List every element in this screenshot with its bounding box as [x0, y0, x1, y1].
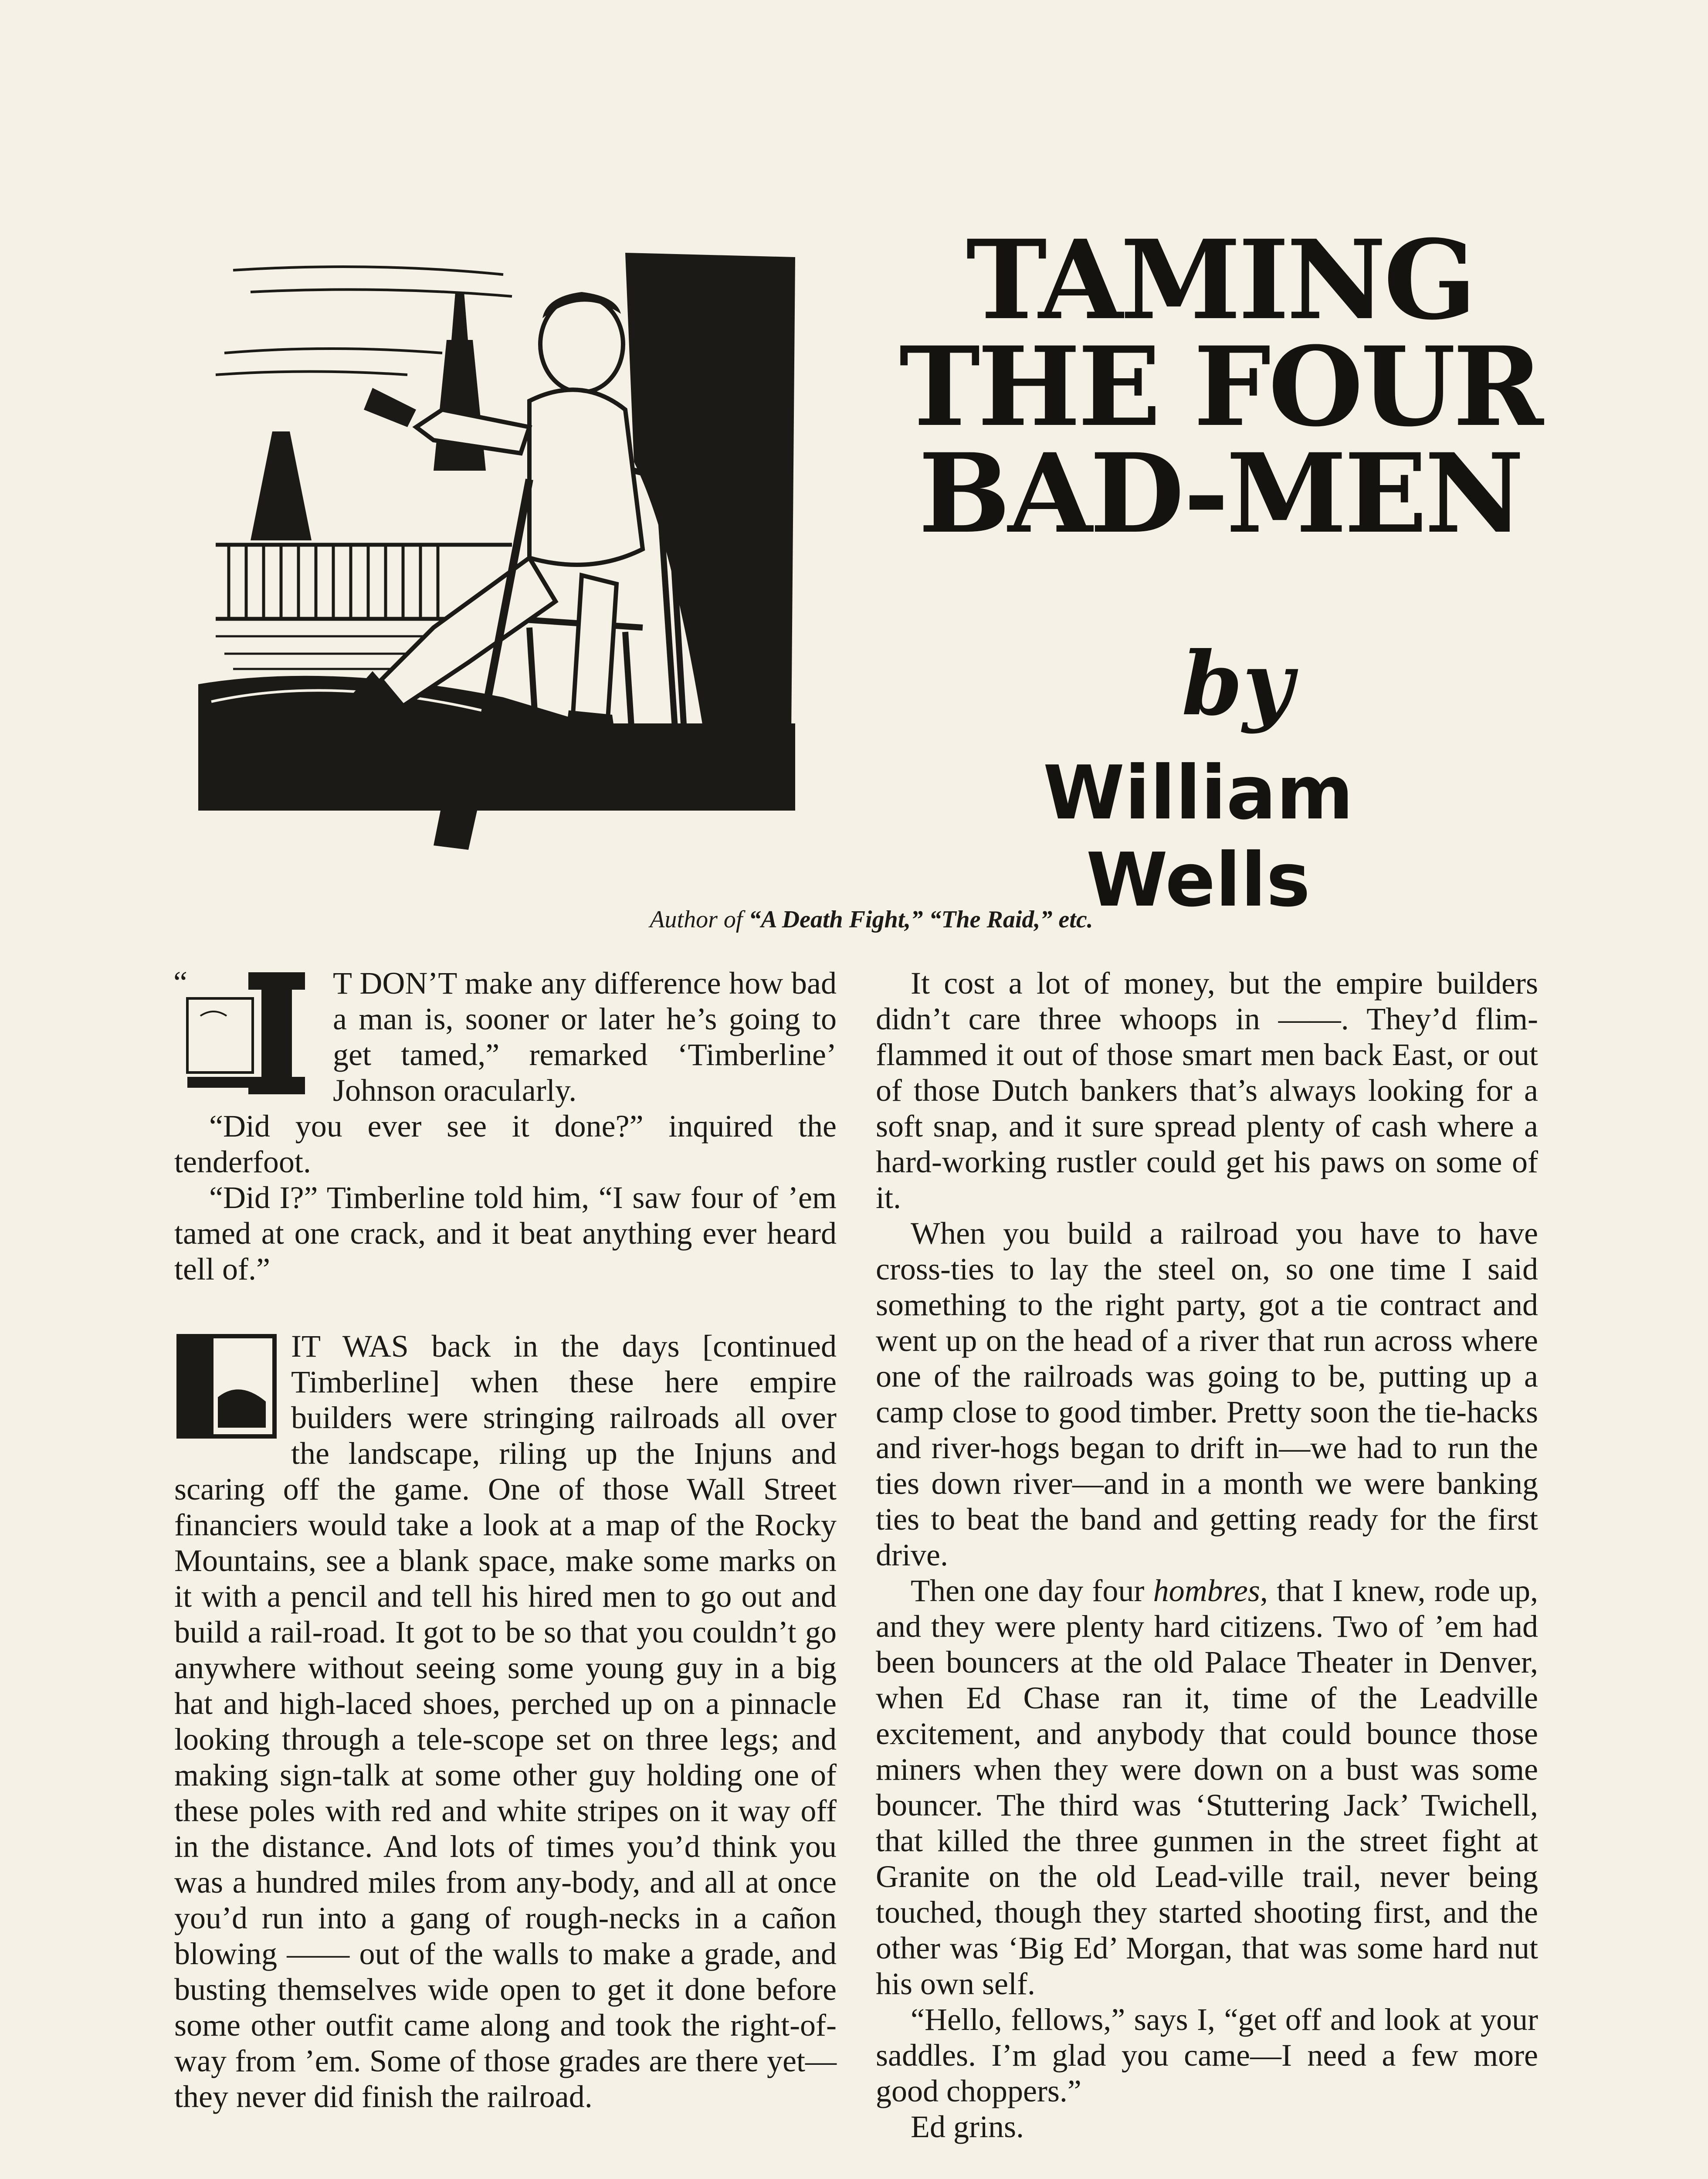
- title-line-3: BAD-MEN: [918, 429, 1522, 557]
- author-first-name: William: [1043, 750, 1354, 836]
- article-title: [893, 216, 1547, 557]
- paragraph-4: IT WAS back in the days [continued Timberline] when these here empire builders were stringing railroads all over the landscape, riling up the Injuns and scaring off the game. One of those Wall Street financiers would take a look at a map of the Rocky Mountains, see a blank space, make some marks on it with a pencil and tell his hired men to go out and build a rail-road. It got to be so that you couldn’t go anywhere without seeing some young guy in a big hat and high-laced shoes, perched up on a pinnacle looking through a tele-scope set on three legs; and making sign-talk at some other guy holding one of these poles with red and white stripes on it way off in the distance. And lots of times you’d think you was a hundred miles from any-body, and all at once you’d run into a gang of rough-necks in a cañon blowing —— out of the walls to make a grade, and busting themselves wide open to get it done before some other outfit came along and took the right-of-way from ’em. Some of those grades are there yet—they never did finish the railroad.: [174, 1329, 837, 2114]
- drop-cap-i: [173, 965, 322, 1099]
- byline-by: by: [1181, 633, 1294, 735]
- title-line-2: THE FOUR: [899, 322, 1541, 451]
- opening-quote: “: [173, 965, 187, 1000]
- paragraph-8: “Hello, fellows,” says I, “get off and look at your saddles. I’m glad you came—I need a few more good choppers.”: [876, 2002, 1538, 2108]
- title-line-1: TAMING: [966, 216, 1474, 344]
- paragraph-2: “Did you ever see it done?” inquired the tenderfoot.: [174, 1109, 837, 1179]
- paragraph-3: “Did I?” Timberline told him, “I saw four of ’em tamed at one crack, and it beat anything ever heard tell of.”: [174, 1180, 837, 1286]
- credit-works: “A Death Fight,” “The Raid,” etc.: [749, 906, 1093, 933]
- section-paragraph-block: [174, 1328, 837, 2115]
- seated-man-with-rifle-illustration: [198, 244, 800, 854]
- right-column: [876, 965, 1538, 2145]
- paragraph-5: It cost a lot of money, but the empire builders didn’t care three whoops in ——. They’d flim-flammed it out of those smart men back East, or out of those Dutch bankers that’s always looking for a soft snap, and it sure spread plenty of cash where a hard-working rustler could get his paws on some of it.: [876, 966, 1538, 1215]
- author-last-name: Wells: [1086, 837, 1311, 923]
- paragraph-9: Ed grins.: [911, 2109, 1024, 2144]
- left-column: [174, 965, 837, 2115]
- header-illustration: [198, 244, 800, 854]
- paragraph-1: T DON’T make any difference how bad a man is, sooner or later he’s going to get tamed,” remarked ‘Timberline’ Johnson oracularly.: [333, 966, 837, 1108]
- paragraph-7-emphasis: hombres: [1153, 1573, 1260, 1608]
- paragraph-7-end: , that I knew, rode up, and they were plenty hard citizens. Two of ’em had been bouncers at the old Palace Theater in Denver, when Ed Chase ran it, time of the Leadville excitement, and anybody that could bounce those miners when they were down on a bust was some bouncer. The third was ‘Stuttering Jack’ Twichell, that killed the three gunmen in the street fight at Granite on the old Lead-ville trail, never being touched, though they started shooting first, and the other was ‘Big Ed’ Morgan, that was some hard nut his own self.: [876, 1573, 1538, 2001]
- paragraph-7: [876, 1573, 1538, 2002]
- paragraph-7-start: Then one day four: [911, 1573, 1153, 1608]
- opening-paragraph-block: [174, 965, 837, 1108]
- credit-prefix: Author of: [650, 906, 749, 933]
- paragraph-6: When you build a railroad you have to have cross-ties to lay the steel on, so one time I said something to the right party, got a tie contract and went up on the head of a river that run across where one of the railroads was going to be, putting up a camp close to good timber. Pretty soon the tie-hacks and river-hogs began to drift in—we had to run the ties down river—and in a month we were banking ties to beat the band and getting ready for the first drive.: [876, 1216, 1538, 1572]
- ornament-initial-icon: [174, 1332, 279, 1441]
- author-credit: [523, 904, 1220, 935]
- small-initial-ornament: [174, 1332, 279, 1441]
- drop-cap-i-icon: [174, 968, 322, 1099]
- byline-author: [959, 750, 1438, 924]
